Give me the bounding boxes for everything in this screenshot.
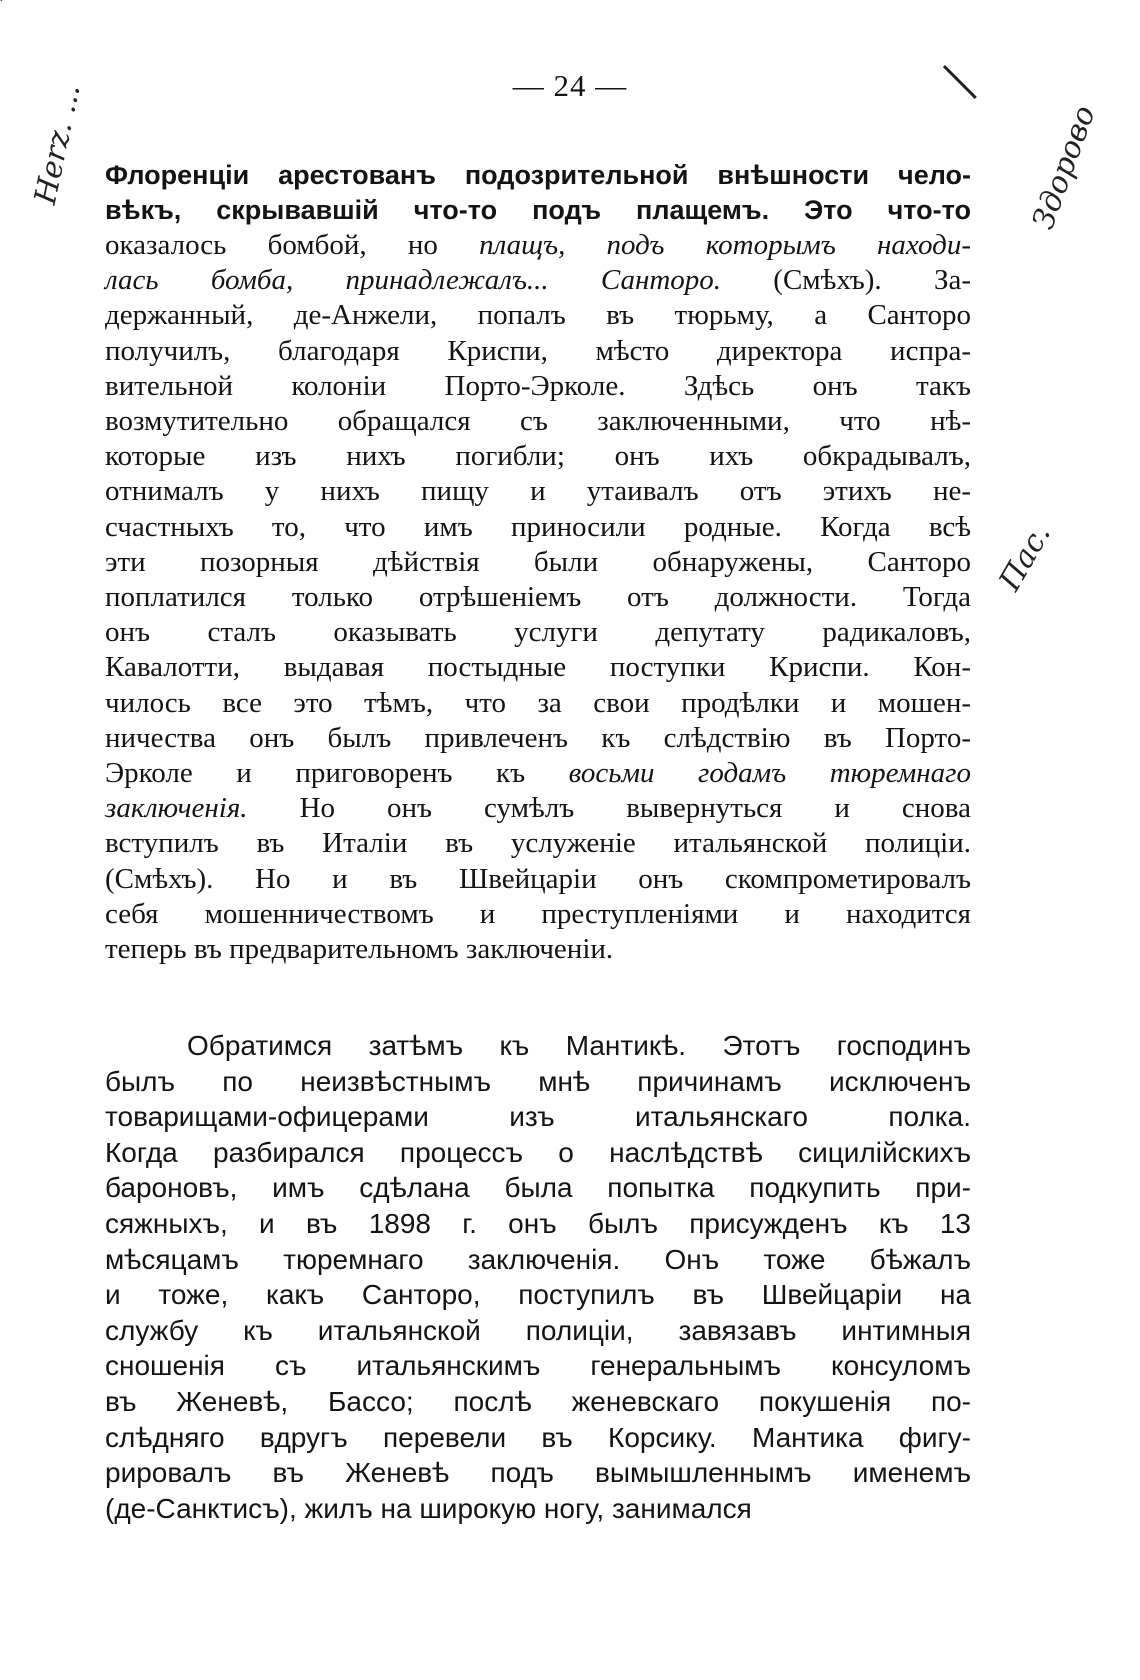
roman-text: (Смѣхъ). Но и въ Швейцаріи онъ скомпрометировалъ: [105, 862, 971, 895]
margin-note-right-mid: Пас.: [992, 518, 1058, 597]
text-line: [105, 228, 971, 263]
text-line: (де-Санктисъ), жилъ на широкую ногу, занимался: [105, 1492, 752, 1524]
page-number: — 24 —: [512, 68, 628, 103]
text-line: сяжныхъ, и въ 1898 г. онъ былъ присужденъ къ 13: [105, 1207, 971, 1239]
text-line: и тоже, какъ Санторо, поступилъ въ Швейцаріи на: [105, 1279, 971, 1311]
italic-text: лась бомба, принадлежалъ... Санторо.: [105, 264, 722, 297]
roman-text: (Смѣхъ). За-: [721, 264, 972, 297]
roman-text: онъ сталъ оказывать услуги депутату радикаловъ,: [105, 616, 971, 649]
roman-text: возмутительно обращался съ заключенными, что нѣ-: [105, 405, 971, 438]
text-line: [105, 580, 971, 615]
roman-text: поплатился только отрѣшеніемъ отъ должности. Тогда: [105, 581, 971, 614]
text-line: [105, 862, 971, 897]
text-line: Флоренціи арестованъ подозрительной внѣшности чело-: [105, 160, 971, 190]
margin-note-right-top: Здорово: [1025, 101, 1103, 234]
roman-text: получилъ, благодаря Криспи, мѣсто директора испра-: [105, 334, 971, 367]
text-line: [105, 298, 971, 333]
text-line: сношенія съ итальянскимъ генеральнымъ консуломъ: [105, 1350, 971, 1382]
roman-text: себя мошенничествомъ и преступленіями и находится: [105, 897, 971, 930]
text-line: бароновъ, имъ сдѣлана была попытка подкупить при-: [105, 1172, 971, 1204]
text-line: [105, 686, 971, 721]
text-line: [105, 545, 971, 580]
roman-text: Но онъ сумѣлъ вывернуться и снова: [247, 792, 971, 825]
roman-text: счастныхъ то, что имъ приносили родные. Когда всѣ: [105, 510, 971, 543]
paragraph-1-opening: [105, 158, 971, 228]
roman-text: ничества онъ былъ привлеченъ къ слѣдствію въ Порто-: [105, 721, 971, 754]
text-line: Обратимся затѣмъ къ Мантикѣ. Этотъ господинъ: [187, 1030, 971, 1061]
roman-text: отнималъ у нихъ пищу и утаивалъ отъ этихъ не-: [105, 475, 971, 508]
text-line: былъ по неизвѣстнымъ мнѣ причинамъ исключенъ: [105, 1065, 971, 1097]
roman-text: оказалось бомбой, но: [105, 229, 480, 261]
text-line: [105, 263, 971, 298]
roman-text: эти позорныя дѣйствія были обнаружены, Санторо: [105, 545, 971, 578]
text-line: [105, 721, 971, 756]
margin-note-left: Herz. ...: [28, 80, 88, 208]
roman-text: которые изъ нихъ погибли; онъ ихъ обкрадывалъ,: [105, 440, 971, 473]
roman-text: чилось все это тѣмъ, что за свои продѣлки и мошен-: [105, 686, 971, 719]
scan-mark: [0, 0, 13, 1]
text-line: [105, 932, 971, 967]
text-line: [105, 826, 971, 861]
text-line: вѣкъ, скрывавшій что-то подъ плащемъ. Это что-то: [105, 195, 971, 226]
roman-text: теперь въ предварительномъ заключеніи.: [105, 933, 614, 966]
roman-text: Эрколе и приговоренъ къ: [105, 757, 569, 790]
text-line: [105, 334, 971, 369]
text-line: товарищами-офицерами изъ итальянскаго полка.: [105, 1101, 971, 1133]
text-line: [105, 474, 971, 509]
text-line: службу къ итальянской полиціи, завязавъ интимныя: [105, 1314, 971, 1346]
roman-text: вительной колоніи Порто-Эрколе. Здѣсь онъ такъ: [105, 369, 971, 402]
roman-text: вступилъ въ Италіи въ услуженіе итальянской полиціи.: [105, 827, 971, 860]
text-line: рировалъ въ Женевѣ подъ вымышленнымъ именемъ: [105, 1457, 971, 1489]
text-line: [105, 404, 971, 439]
text-line: [105, 369, 971, 404]
text-line: [105, 439, 971, 474]
text-line: слѣдняго вдругъ перевели въ Корсику. Мантика фигу-: [105, 1421, 971, 1453]
roman-text: держанный, де-Анжели, попалъ въ тюрьму, а Санторо: [105, 299, 971, 332]
italic-text: заключенія.: [105, 792, 248, 825]
text-line: [105, 791, 971, 826]
paragraph-1: [105, 228, 971, 967]
text-line: мѣсяцамъ тюремнаго заключенія. Онъ тоже бѣжалъ: [105, 1243, 971, 1275]
text-line: [105, 756, 971, 791]
text-line: въ Женевѣ, Бассо; послѣ женевскаго покушенія по-: [105, 1385, 971, 1417]
text-line: [105, 897, 971, 932]
italic-text: восьми годамъ тюремнаго: [568, 757, 971, 790]
italic-text: плащъ, подъ которымъ находи-: [479, 229, 971, 261]
text-line: Когда разбирался процессъ о наслѣдствѣ сицилійскихъ: [105, 1136, 971, 1168]
text-line: [105, 510, 971, 545]
text-line: [105, 615, 971, 650]
roman-text: Кавалотти, выдавая постыдные поступки Криспи. Кон-: [105, 651, 971, 684]
text-line: [105, 650, 971, 685]
paragraph-2: [105, 1028, 971, 1526]
